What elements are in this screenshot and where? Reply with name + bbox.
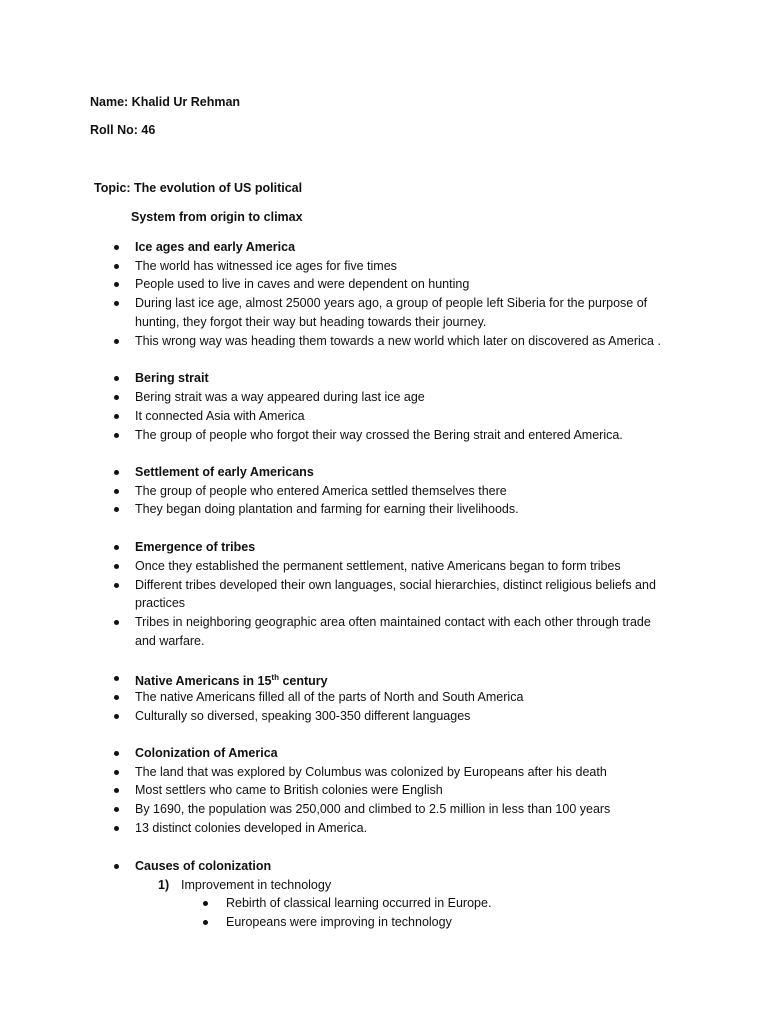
list-item: The world has witnessed ice ages for five times <box>135 259 397 273</box>
list-item: People used to live in caves and were dependent on hunting <box>135 277 470 291</box>
topic-subtitle: System from origin to climax <box>131 210 303 224</box>
bullet-icon <box>114 826 119 831</box>
bullet-icon <box>114 864 119 869</box>
bullet-icon <box>114 695 119 700</box>
list-item: Tribes in neighboring geographic area often maintained contact with each other through trade <box>135 615 651 629</box>
bullet-icon <box>114 339 119 344</box>
section-heading: Causes of colonization <box>135 859 272 873</box>
list-item: Bering strait was a way appeared during last ice age <box>135 390 425 404</box>
sub-list-item: Rebirth of classical learning occurred in Europe. <box>226 896 492 910</box>
numbered-label: 1) <box>158 878 170 892</box>
bullet-icon <box>114 545 119 550</box>
list-item: By 1690, the population was 250,000 and climbed to 2.5 million in less than 100 years <box>135 802 611 816</box>
student-name: Name: Khalid Ur Rehman <box>90 95 241 109</box>
section-heading: Bering strait <box>135 371 209 385</box>
sub-list-item: Europeans were improving in technology <box>226 915 452 929</box>
list-item: The land that was explored by Columbus was colonized by Europeans after his death <box>135 765 607 779</box>
bullet-icon <box>114 395 119 400</box>
bullet-icon <box>114 414 119 419</box>
bullet-icon <box>114 807 119 812</box>
list-item-continuation: hunting, they forgot their way but heading towards their journey. <box>135 315 487 329</box>
bullet-icon <box>114 751 119 756</box>
section-heading: Settlement of early Americans <box>135 465 314 479</box>
list-item: This wrong way was heading them towards a new world which later on discovered as America . <box>135 334 661 348</box>
bullet-icon <box>114 489 119 494</box>
list-item-continuation: practices <box>135 596 186 610</box>
roll-number: Roll No: 46 <box>90 123 156 137</box>
list-item: The group of people who entered America settled themselves there <box>135 484 507 498</box>
bullet-icon <box>114 282 119 287</box>
bullet-icon <box>114 264 119 269</box>
bullet-icon <box>203 920 208 925</box>
section-heading: Colonization of America <box>135 746 278 760</box>
bullet-icon <box>114 433 119 438</box>
list-item: The group of people who forgot their way crossed the Bering strait and entered America. <box>135 428 623 442</box>
list-item: During last ice age, almost 25000 years ago, a group of people left Siberia for the purpose of <box>135 296 648 310</box>
list-item: Once they established the permanent settlement, native Americans began to form tribes <box>135 559 621 573</box>
bullet-icon <box>114 564 119 569</box>
bullet-icon <box>114 714 119 719</box>
list-item: Culturally so diversed, speaking 300-350 different languages <box>135 709 471 723</box>
topic-title: Topic: The evolution of US political <box>94 181 303 195</box>
list-item: Different tribes developed their own languages, social hierarchies, distinct religious beliefs and <box>135 578 656 592</box>
section-heading: Ice ages and early America <box>135 240 296 254</box>
bullet-icon <box>114 376 119 381</box>
superscript: th <box>271 673 279 682</box>
bullet-icon <box>114 470 119 475</box>
bullet-icon <box>114 620 119 625</box>
bullet-icon <box>114 507 119 512</box>
bullet-icon <box>114 301 119 306</box>
numbered-item: Improvement in technology <box>181 878 332 892</box>
bullet-icon <box>114 583 119 588</box>
list-item-continuation: and warfare. <box>135 634 205 648</box>
list-item: The native Americans filled all of the parts of North and South America <box>135 690 524 704</box>
bullet-icon <box>114 770 119 775</box>
bullet-icon <box>203 901 208 906</box>
bullet-icon <box>114 245 119 250</box>
bullet-icon <box>114 788 119 793</box>
list-item: They began doing plantation and farming for earning their livelihoods. <box>135 502 519 516</box>
section-heading: Emergence of tribes <box>135 540 256 554</box>
list-item: 13 distinct colonies developed in America. <box>135 821 368 835</box>
bullet-icon <box>114 676 119 681</box>
section-heading: Native Americans in 15th century <box>135 673 328 689</box>
list-item: It connected Asia with America <box>135 409 305 423</box>
list-item: Most settlers who came to British colonies were English <box>135 783 443 797</box>
